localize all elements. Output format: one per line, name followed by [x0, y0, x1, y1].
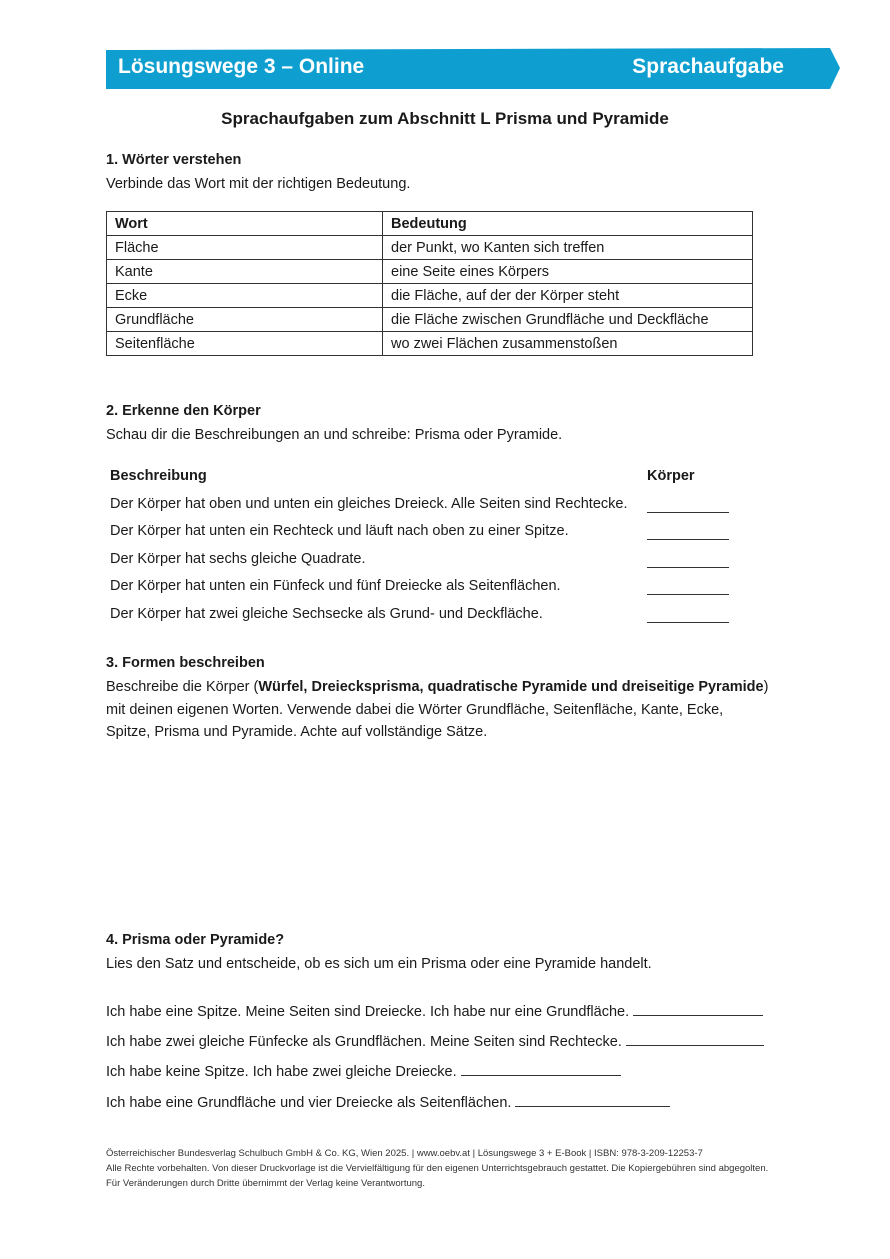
task1-heading: 1. Wörter verstehen: [106, 152, 242, 168]
task3-text-before: Beschreibe die Körper (: [106, 679, 259, 695]
header-right-title: Sprachaufgabe: [632, 55, 784, 78]
answer-blank[interactable]: [647, 523, 729, 540]
column-header-word: Wort: [107, 212, 383, 236]
description-text: Der Körper hat zwei gleiche Sechsecke als Grund- und Deckfläche.: [110, 606, 543, 622]
description-text: Der Körper hat oben und unten ein gleiches Dreieck. Alle Seiten sind Rechtecke.: [110, 496, 628, 512]
sentence-text: Ich habe zwei gleiche Fünfecke als Grundflächen. Meine Seiten sind Rechtecke.: [106, 1034, 622, 1050]
footer-publisher: Österreichischer Bundesverlag Schulbuch GmbH & Co. KG, Wien 2025. | www.oebv.at | Lösungswege 3 + E-Book | ISBN: 978-3-209-12253-7: [106, 1148, 703, 1159]
task4-instruction: Lies den Satz und entscheide, ob es sich um ein Prisma oder eine Pyramide handelt.: [106, 956, 652, 972]
word-cell: Seitenfläche: [107, 332, 383, 356]
description-text: Der Körper hat unten ein Fünfeck und fünf Dreiecke als Seitenflächen.: [110, 578, 561, 594]
sentence-row: [106, 1001, 763, 1020]
task2-heading: 2. Erkenne den Körper: [106, 403, 261, 419]
answer-blank[interactable]: [647, 606, 729, 623]
header-left-title: Lösungswege 3 – Online: [118, 55, 365, 78]
task1-instruction: Verbinde das Wort mit der richtigen Bedeutung.: [106, 176, 411, 192]
answer-blank[interactable]: [647, 496, 729, 513]
answer-blank[interactable]: [515, 1092, 670, 1107]
answer-blank[interactable]: [626, 1031, 764, 1046]
footer-rights: Alle Rechte vorbehalten. Von dieser Druckvorlage ist die Vervielfältigung für den eigenen Unterrichtsgebrauch gestattet. Die Kopiergebühren sind abgegolten.: [106, 1163, 769, 1174]
word-cell: Ecke: [107, 284, 383, 308]
table-header-row: [107, 212, 753, 236]
task3-text-after: ) mit deinen eigenen Worten. Verwende dabei die Wörter Grundfläche, Seitenfläche, Kante, Ecke, Spitze, Prisma und Pyramide. Achte auf vollständige Sätze.: [106, 679, 769, 740]
word-cell: Kante: [107, 260, 383, 284]
meaning-cell: wo zwei Flächen zusammenstoßen: [383, 332, 753, 356]
meaning-cell: der Punkt, wo Kanten sich treffen: [383, 236, 753, 260]
answer-blank[interactable]: [461, 1061, 621, 1076]
sentence-text: Ich habe eine Spitze. Meine Seiten sind Dreiecke. Ich habe nur eine Grundfläche.: [106, 1004, 630, 1020]
answer-blank[interactable]: [647, 578, 729, 595]
table-row: [107, 260, 753, 284]
sentence-text: Ich habe keine Spitze. Ich habe zwei gleiche Dreiecke.: [106, 1064, 457, 1080]
meaning-cell: eine Seite eines Körpers: [383, 260, 753, 284]
column-header-body: Körper: [647, 468, 695, 484]
word-meaning-table: [106, 211, 753, 356]
page-title: Sprachaufgaben zum Abschnitt L Prisma und Pyramide: [221, 109, 669, 128]
table-row: [107, 308, 753, 332]
answer-blank[interactable]: [647, 551, 729, 568]
description-text: Der Körper hat sechs gleiche Quadrate.: [110, 551, 366, 567]
table-row: [107, 236, 753, 260]
description-row: [110, 523, 740, 543]
column-header-meaning: Bedeutung: [383, 212, 753, 236]
table-row: [107, 332, 753, 356]
meaning-cell: die Fläche, auf der der Körper steht: [383, 284, 753, 308]
sentence-text: Ich habe eine Grundfläche und vier Dreiecke als Seitenflächen.: [106, 1095, 512, 1111]
header-banner: [106, 48, 840, 89]
description-row: [110, 551, 740, 571]
column-header-description: Beschreibung: [110, 468, 207, 484]
description-row: [110, 606, 740, 626]
task3-instruction: [106, 676, 771, 744]
sentence-row: [106, 1092, 670, 1111]
answer-blank[interactable]: [633, 1001, 763, 1016]
task2-instruction: Schau dir die Beschreibungen an und schreibe: Prisma oder Pyramide.: [106, 427, 563, 443]
footer-disclaimer: Für Veränderungen durch Dritte übernimmt der Verlag keine Verantwortung.: [106, 1178, 425, 1189]
word-cell: Fläche: [107, 236, 383, 260]
word-cell: Grundfläche: [107, 308, 383, 332]
sentence-row: [106, 1061, 621, 1080]
description-header: [110, 468, 740, 488]
task4-heading: 4. Prisma oder Pyramide?: [106, 932, 285, 948]
description-row: [110, 578, 740, 598]
sentence-row: [106, 1031, 764, 1050]
description-row: [110, 496, 740, 516]
task3-bodies-list: Würfel, Dreiecksprisma, quadratische Pyramide und dreiseitige Pyramide: [258, 679, 764, 695]
table-row: [107, 284, 753, 308]
meaning-cell: die Fläche zwischen Grundfläche und Deckfläche: [383, 308, 753, 332]
task3-heading: 3. Formen beschreiben: [106, 655, 265, 671]
description-text: Der Körper hat unten ein Rechteck und läuft nach oben zu einer Spitze.: [110, 523, 569, 539]
